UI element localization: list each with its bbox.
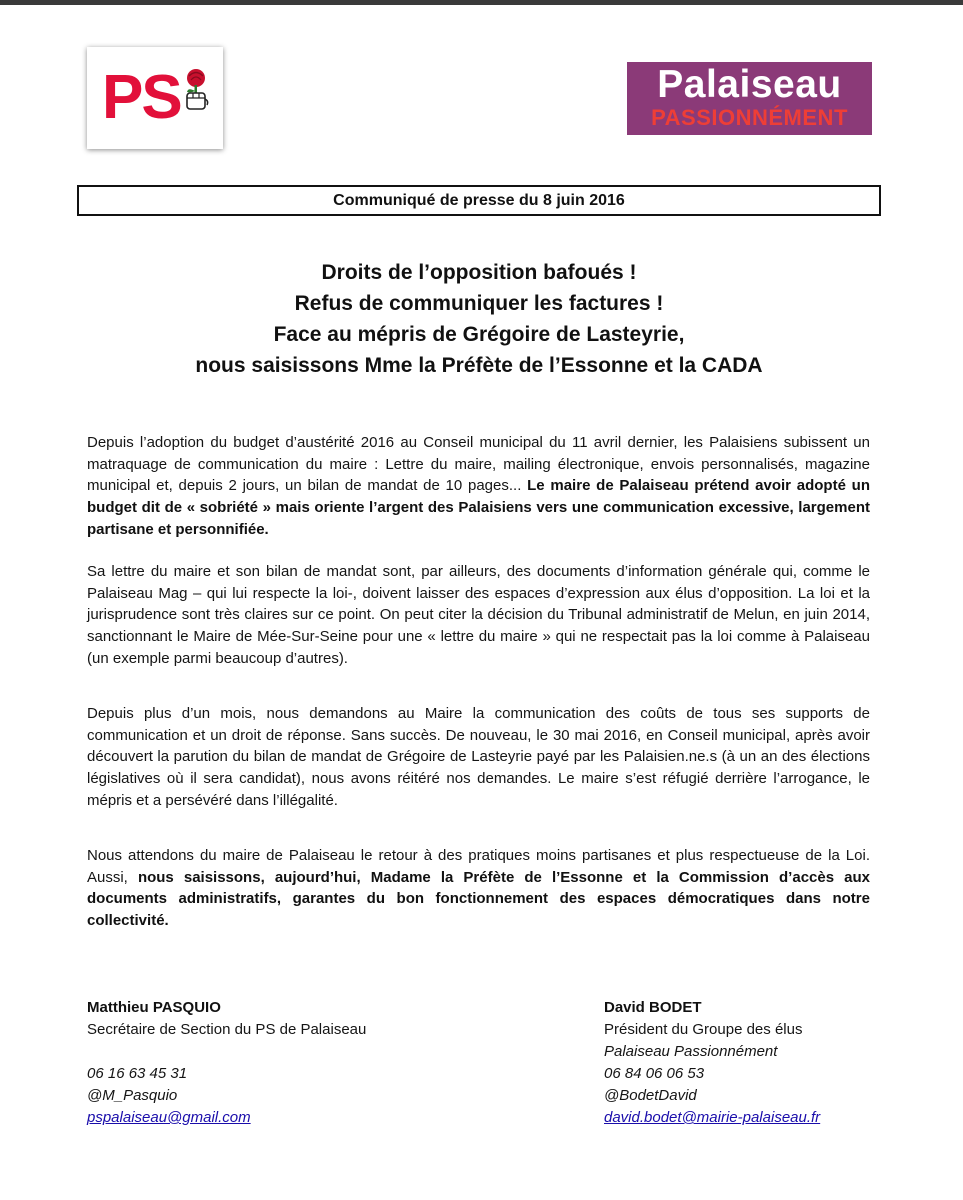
top-border xyxy=(0,0,963,5)
signatory-phone: 06 16 63 45 31 xyxy=(87,1065,188,1082)
signatory-role: Président du Groupe des élus xyxy=(604,1021,803,1038)
ps-logo xyxy=(87,47,223,149)
paragraph-2: Sa lettre du maire et son bilan de mandat sont, par ailleurs, des documents d’information générale qui, comme le Palaiseau Mag – qui lui respecte la loi-, doivent laisser des espaces d’expression aux élus d’opposition. La loi et la jurisprudence sont très claires sur ce point. On peut citer la décision du Tribunal administratif de Melun, en juin 2014, sanctionnant le Maire de Mée-Sur-Seine pour une « lettre du maire » qui ne respectait pas la loi comme à Palaiseau (un exemple parmi beaucoup d’autres). xyxy=(87,563,870,667)
palaiseau-passionnement-logo xyxy=(627,62,872,135)
signatory-email-link[interactable]: david.bodet@mairie-palaiseau.fr xyxy=(604,1109,821,1126)
headline-line-2: Refus de communiquer les factures ! xyxy=(294,292,664,315)
signatory-role: Secrétaire de Section du PS de Palaiseau xyxy=(87,1021,367,1038)
paragraph-1-text: Depuis l’adoption du budget d’austérité 2016 au Conseil municipal du 11 avril dernier, les Palaisiens subissent un matraquage de communication du maire : Lettre du maire, mailing électronique, envois personnalisés, magazine municipal et, depuis 2 jours, un bilan de mandat de 10 pages... xyxy=(87,434,870,495)
headline-line-3: Face au mépris de Grégoire de Lasteyrie, xyxy=(273,323,685,346)
paragraph-4-bold: nous saisissons, aujourd’hui, Madame la Préfète de l’Essonne et la Commission d’accès aux documents administratifs, garantes du bon fonctionnement des espaces démocratiques dans notre collectivité. xyxy=(87,868,870,930)
signatory-phone: 06 84 06 06 53 xyxy=(604,1065,705,1082)
headline-line-4: nous saisissons Mme la Préfète de l’Essonne et la CADA xyxy=(195,354,763,377)
signature-right xyxy=(604,997,820,1129)
paragraph-1 xyxy=(87,432,870,541)
ps-logo-text: PS xyxy=(102,63,181,132)
signature-left xyxy=(87,997,366,1129)
rose-fist-icon xyxy=(179,67,213,115)
palaiseau-logo-subtitle: PASSIONNÉMENT xyxy=(651,105,848,130)
signatory-twitter: @M_Pasquio xyxy=(87,1087,178,1104)
signatory-group: Palaiseau Passionnément xyxy=(604,1043,778,1060)
paragraph-3: Depuis plus d’un mois, nous demandons au Maire la communication des coûts de tous ses supports de communication et un droit de réponse. Sans succès. De nouveau, le 30 mai 2016, en Conseil municipal, après avoir découvert la parution du bilan de mandat de Grégoire de Lasteyrie payé par les Palaisien.ne.s (à un an des élections législatives où il sera candidat), nous avons réitéré nos demandes. Le maire s’est réfugié derrière l’arrogance, le mépris et a persévéré dans l’illégalité. xyxy=(87,705,870,809)
palaiseau-logo-title: Palaiseau xyxy=(657,63,842,106)
headline-line-1: Droits de l’opposition bafoués ! xyxy=(321,261,637,284)
signatory-email-link[interactable]: pspalaiseau@gmail.com xyxy=(87,1109,251,1126)
headline xyxy=(77,257,881,381)
paragraph-1-bold: Le maire de Palaiseau prétend avoir adopté un budget dit de « sobriété » mais oriente l’argent des Palaisiens vers une communication excessive, largement partisane et personnifiée. xyxy=(87,477,870,538)
paragraph-4-text: Nous attendons du maire de Palaiseau le retour à des pratiques moins partisanes et plus respectueuse de la Loi. Aussi, xyxy=(87,847,870,886)
signatory-twitter: @BodetDavid xyxy=(604,1087,697,1104)
press-release-date: Communiqué de presse du 8 juin 2016 xyxy=(77,185,881,216)
signatory-name: David BODET xyxy=(604,999,702,1016)
paragraph-4 xyxy=(87,845,870,932)
signatory-name: Matthieu PASQUIO xyxy=(87,999,221,1016)
